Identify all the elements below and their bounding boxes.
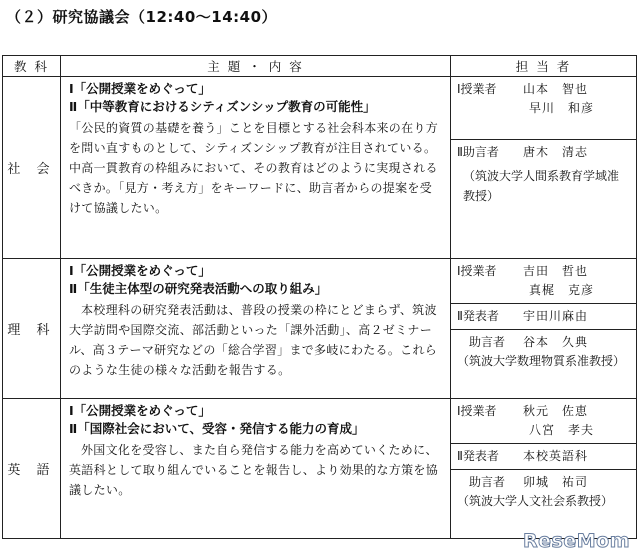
topic-1: Ⅰ「公開授業をめぐって」 (69, 263, 211, 278)
staff-name: 秋元 佐恵 (523, 404, 589, 418)
staff-name: 吉田 哲也 (523, 264, 589, 278)
subject-cell: 社 会 (3, 77, 61, 259)
staff-role: Ⅰ授業者 (457, 264, 497, 278)
staff-cell (451, 77, 637, 259)
staff-group (451, 470, 636, 514)
title-time: （12:40～14:40） (130, 8, 278, 26)
description: 「公民的資質の基礎を養う」ことを目標とする社会科本来の在り方を問い直すものとして、シティズンシップ教育が注目されている。中高一貫教育の枠組みにおいて、その教育はどのように実現されるべきか。「見方・考え方」をキーワードに、助言者からの提案を受けて協議したい。 (69, 121, 439, 215)
staff-name: 唐木 清志 (523, 145, 589, 159)
content-cell (61, 259, 451, 399)
staff-role: Ⅱ発表者 (457, 309, 499, 323)
staff-role: Ⅱ助言者 (457, 145, 499, 159)
staff-name: 早川 和彦 (529, 101, 595, 115)
topic-2: Ⅱ「国際社会において、受容・発信する能力の育成」 (69, 421, 365, 436)
staff-cell (451, 399, 637, 539)
staff-cell (451, 259, 637, 399)
schedule-table (2, 55, 637, 539)
staff-name: 山本 智也 (523, 82, 589, 96)
subject-cell: 理 科 (3, 259, 61, 399)
table-header-row (3, 56, 637, 77)
staff-name: 卯城 祐司 (523, 475, 589, 489)
staff-group (451, 259, 636, 304)
description: 外国文化を受容し、また自ら発信する能力を高めていくために、英語科として取り組んでいることを報告し、より効果的な方策を協議したい。 (69, 443, 439, 497)
description: 本校理科の研究発表活動は、普段の授業の枠にとどまらず、筑波大学訪問や国際交流、部活動といった「課外活動」、高２ゼミナール、高３テーマ研究などの「総合学習」まで多岐にわたる。これらのような生徒の様々な活動を報告する。 (69, 303, 438, 377)
staff-role: 助言者 (469, 335, 506, 349)
staff-group (451, 330, 636, 374)
topic-1: Ⅰ「公開授業をめぐって」 (69, 403, 211, 418)
staff-affiliation: （筑波大学人文社会系教授） (457, 494, 614, 508)
staff-name: 谷本 久典 (523, 335, 589, 349)
staff-affiliation: （筑波大学数理物質系准教授） (457, 354, 626, 368)
header-subject: 教 科 (3, 56, 61, 77)
table-row (3, 77, 637, 259)
staff-role: Ⅱ発表者 (457, 449, 499, 463)
staff-group (451, 399, 636, 444)
staff-name: 真梶 克彦 (529, 283, 595, 297)
staff-name: 本校英語科 (523, 449, 589, 463)
topic-2: Ⅱ「生徒主体型の研究発表活動への取り組み」 (69, 281, 328, 296)
subject-cell: 英 語 (3, 399, 61, 539)
staff-role: 助言者 (469, 475, 506, 489)
staff-group (451, 77, 636, 140)
table-row (3, 259, 637, 399)
topic-1: Ⅰ「公開授業をめぐって」 (69, 81, 211, 96)
topic-2: Ⅱ「中等教育におけるシティズンシップ教育の可能性」 (69, 99, 376, 114)
staff-group (451, 304, 636, 330)
staff-role: Ⅰ授業者 (457, 404, 497, 418)
staff-group (451, 140, 636, 209)
staff-name: 八宮 孝夫 (529, 423, 595, 437)
staff-role: Ⅰ授業者 (457, 82, 497, 96)
content-cell (61, 399, 451, 539)
staff-affiliation: （筑波大学人間系教育学域准教授） (463, 169, 620, 203)
title-text: （２）研究協議会 (6, 8, 131, 26)
table-row (3, 399, 637, 539)
header-staff: 担 当 者 (451, 56, 637, 77)
section-title (6, 6, 277, 27)
header-content: 主 題 ・ 内 容 (61, 56, 451, 77)
resemom-watermark-logo: ReseMom (523, 530, 630, 552)
staff-group (451, 444, 636, 470)
content-cell (61, 77, 451, 259)
staff-name: 宇田川麻由 (523, 309, 589, 323)
